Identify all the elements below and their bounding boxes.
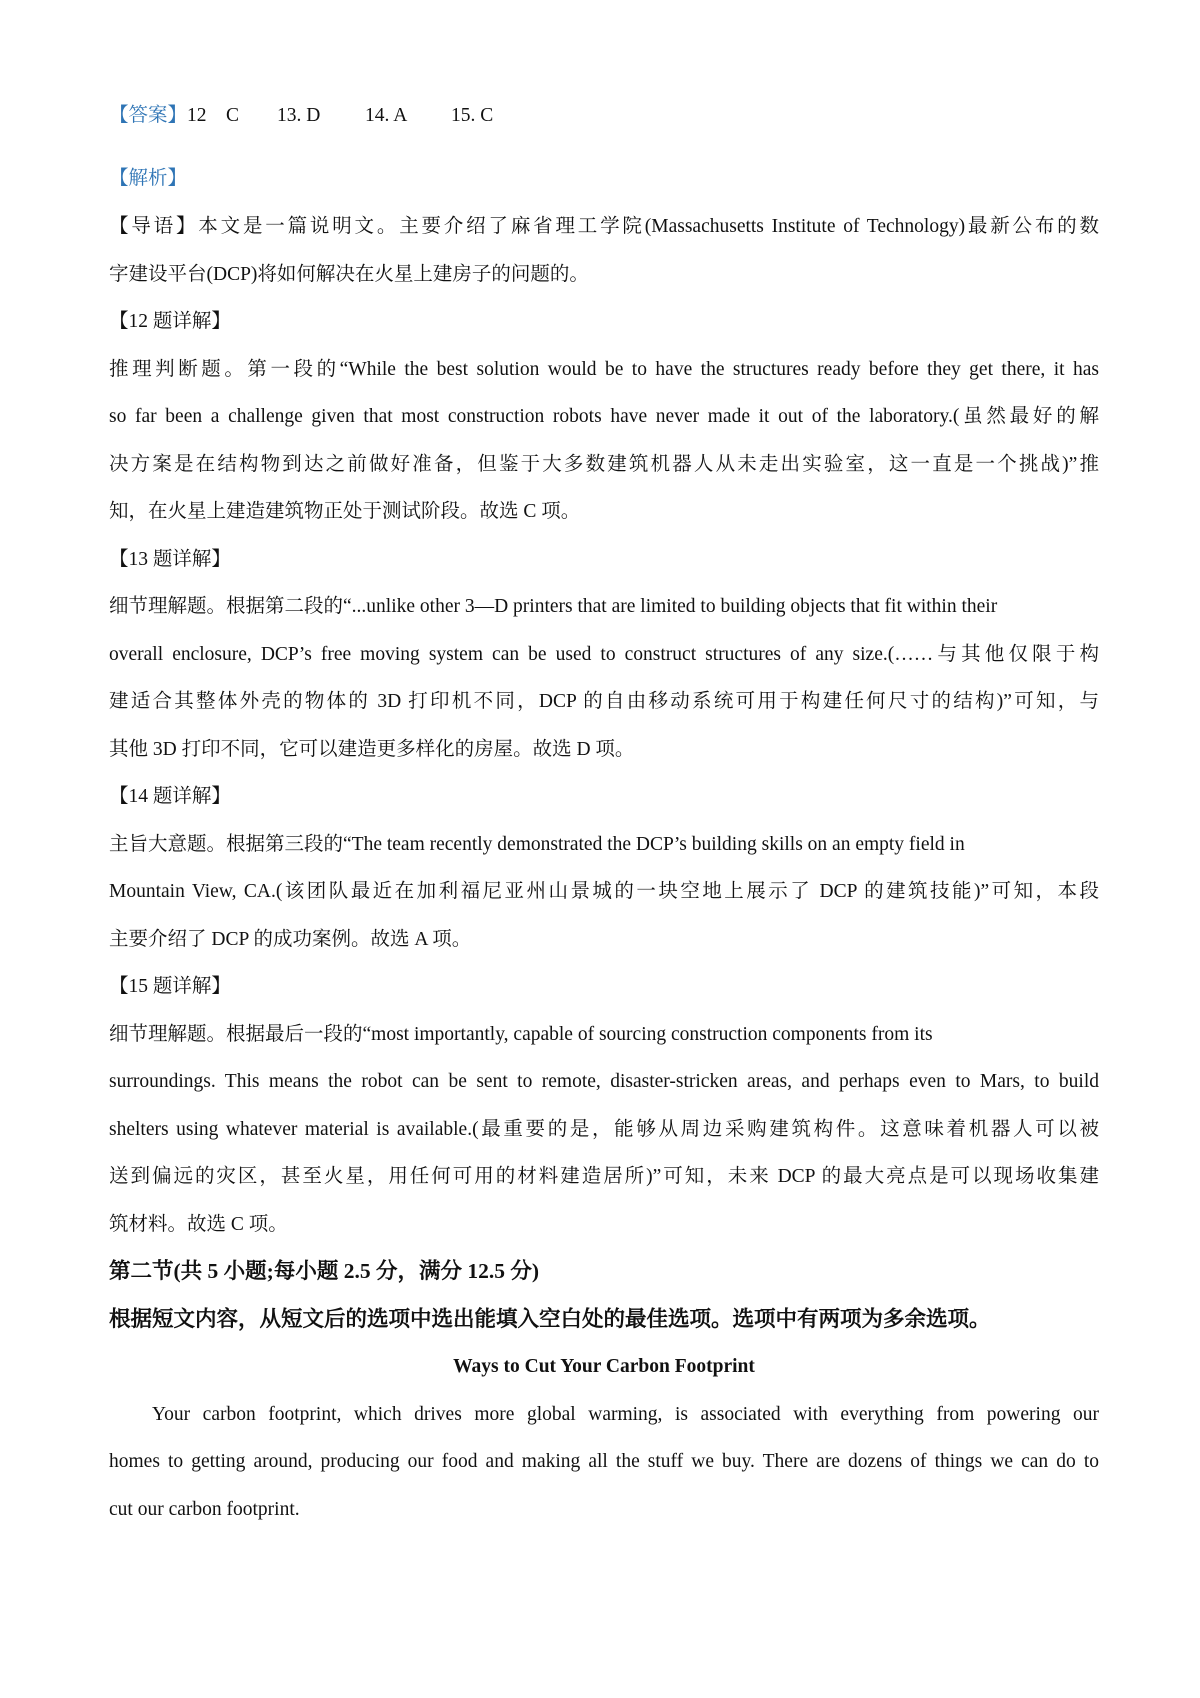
section-heading: 第二节(共 5 小题;每小题 2.5 分，满分 12.5 分) bbox=[109, 1259, 539, 1283]
q12-line: so far been a challenge given that most construction robots have never made it out of the laboratory.(虽然最好的解 bbox=[109, 406, 1099, 427]
q14-line: 主旨大意题。根据第三段的“The team recently demonstrated the DCP’s building skills on an empty field in bbox=[109, 833, 965, 855]
q15-line: 细节理解题。根据最后一段的“most importantly, capable of sourcing construction components from its bbox=[109, 1023, 933, 1045]
q15-heading: 【15 题详解】 bbox=[109, 976, 231, 997]
answer-line bbox=[109, 104, 493, 128]
q13-heading: 【13 题详解】 bbox=[109, 548, 231, 570]
passage-line: homes to getting around, producing our food and making all the stuff we buy. There are dozens of things we can do to bbox=[109, 1451, 1099, 1472]
passage-line: Your carbon footprint, which drives more global warming, is associated with everything from powering our bbox=[152, 1403, 1099, 1425]
q15-line: 送到偏远的灾区，甚至火星，用任何可用的材料建造居所)”可知，未来 DCP 的最大亮点是可以现场收集建 bbox=[109, 1166, 1099, 1187]
q14-line: Mountain View, CA.(该团队最近在加利福尼亚州山景城的一块空地上展示了 DCP 的建筑技能)”可知，本段 bbox=[109, 881, 1099, 902]
answer-label: 【答案】 bbox=[109, 105, 188, 126]
q12-heading: 【12 题详解】 bbox=[109, 311, 231, 332]
q15-line: shelters using whatever material is available.(最重要的是，能够从周边采购建筑构件。这意味着机器人可以被 bbox=[109, 1118, 1099, 1140]
answer-14: 14. A bbox=[365, 105, 408, 126]
q14-line: 主要介绍了 DCP 的成功案例。故选 A 项。 bbox=[109, 928, 472, 950]
analysis-label: 【解析】 bbox=[109, 168, 188, 189]
q13-line: overall enclosure, DCP’s free moving system can be used to construct structures of any size.(……与其他仅限于构 bbox=[109, 643, 1099, 665]
answer-15: 15. C bbox=[451, 105, 494, 126]
analysis-body bbox=[109, 203, 1099, 1533]
q12-line: 推理判断题。第一段的“While the best solution would be to have the structures ready before they get there, it has bbox=[109, 358, 1099, 380]
intro-line: 【导语】本文是一篇说明文。主要介绍了麻省理工学院(Massachusetts Institute of Technology)最新公布的数 bbox=[109, 216, 1099, 237]
answer-13: 13. D bbox=[277, 105, 321, 126]
passage-title: Ways to Cut Your Carbon Footprint bbox=[453, 1356, 755, 1377]
section-instruction: 根据短文内容，从短文后的选项中选出能填入空白处的最佳选项。选项中有两项为多余选项。 bbox=[109, 1306, 991, 1331]
q12-line: 知，在火星上建造建筑物正处于测试阶段。故选 C 项。 bbox=[109, 501, 581, 522]
q13-line: 细节理解题。根据第二段的“...unlike other 3—D printers that are limited to building objects that fit within their bbox=[109, 596, 998, 617]
q12-line: 决方案是在结构物到达之前做好准备，但鉴于大多数建筑机器人从未走出实验室，这一直是一个挑战)”推 bbox=[109, 453, 1099, 475]
passage-line: cut our carbon footprint. bbox=[109, 1498, 300, 1520]
intro-line: 字建设平台(DCP)将如何解决在火星上建房子的问题的。 bbox=[109, 263, 589, 285]
answer-12: 12 C bbox=[187, 105, 240, 126]
q15-line: 筑材料。故选 C 项。 bbox=[109, 1213, 288, 1235]
q15-line: surroundings. This means the robot can be sent to remote, disaster-stricken areas, and perhaps even to Mars, to build bbox=[109, 1071, 1099, 1092]
q13-line: 建适合其整体外壳的物体的 3D 打印机不同，DCP 的自由移动系统可用于构建任何尺寸的结构)”可知，与 bbox=[109, 691, 1099, 712]
q13-line: 其他 3D 打印不同，它可以建造更多样化的房屋。故选 D 项。 bbox=[109, 738, 635, 760]
q14-heading: 【14 题详解】 bbox=[109, 786, 231, 807]
